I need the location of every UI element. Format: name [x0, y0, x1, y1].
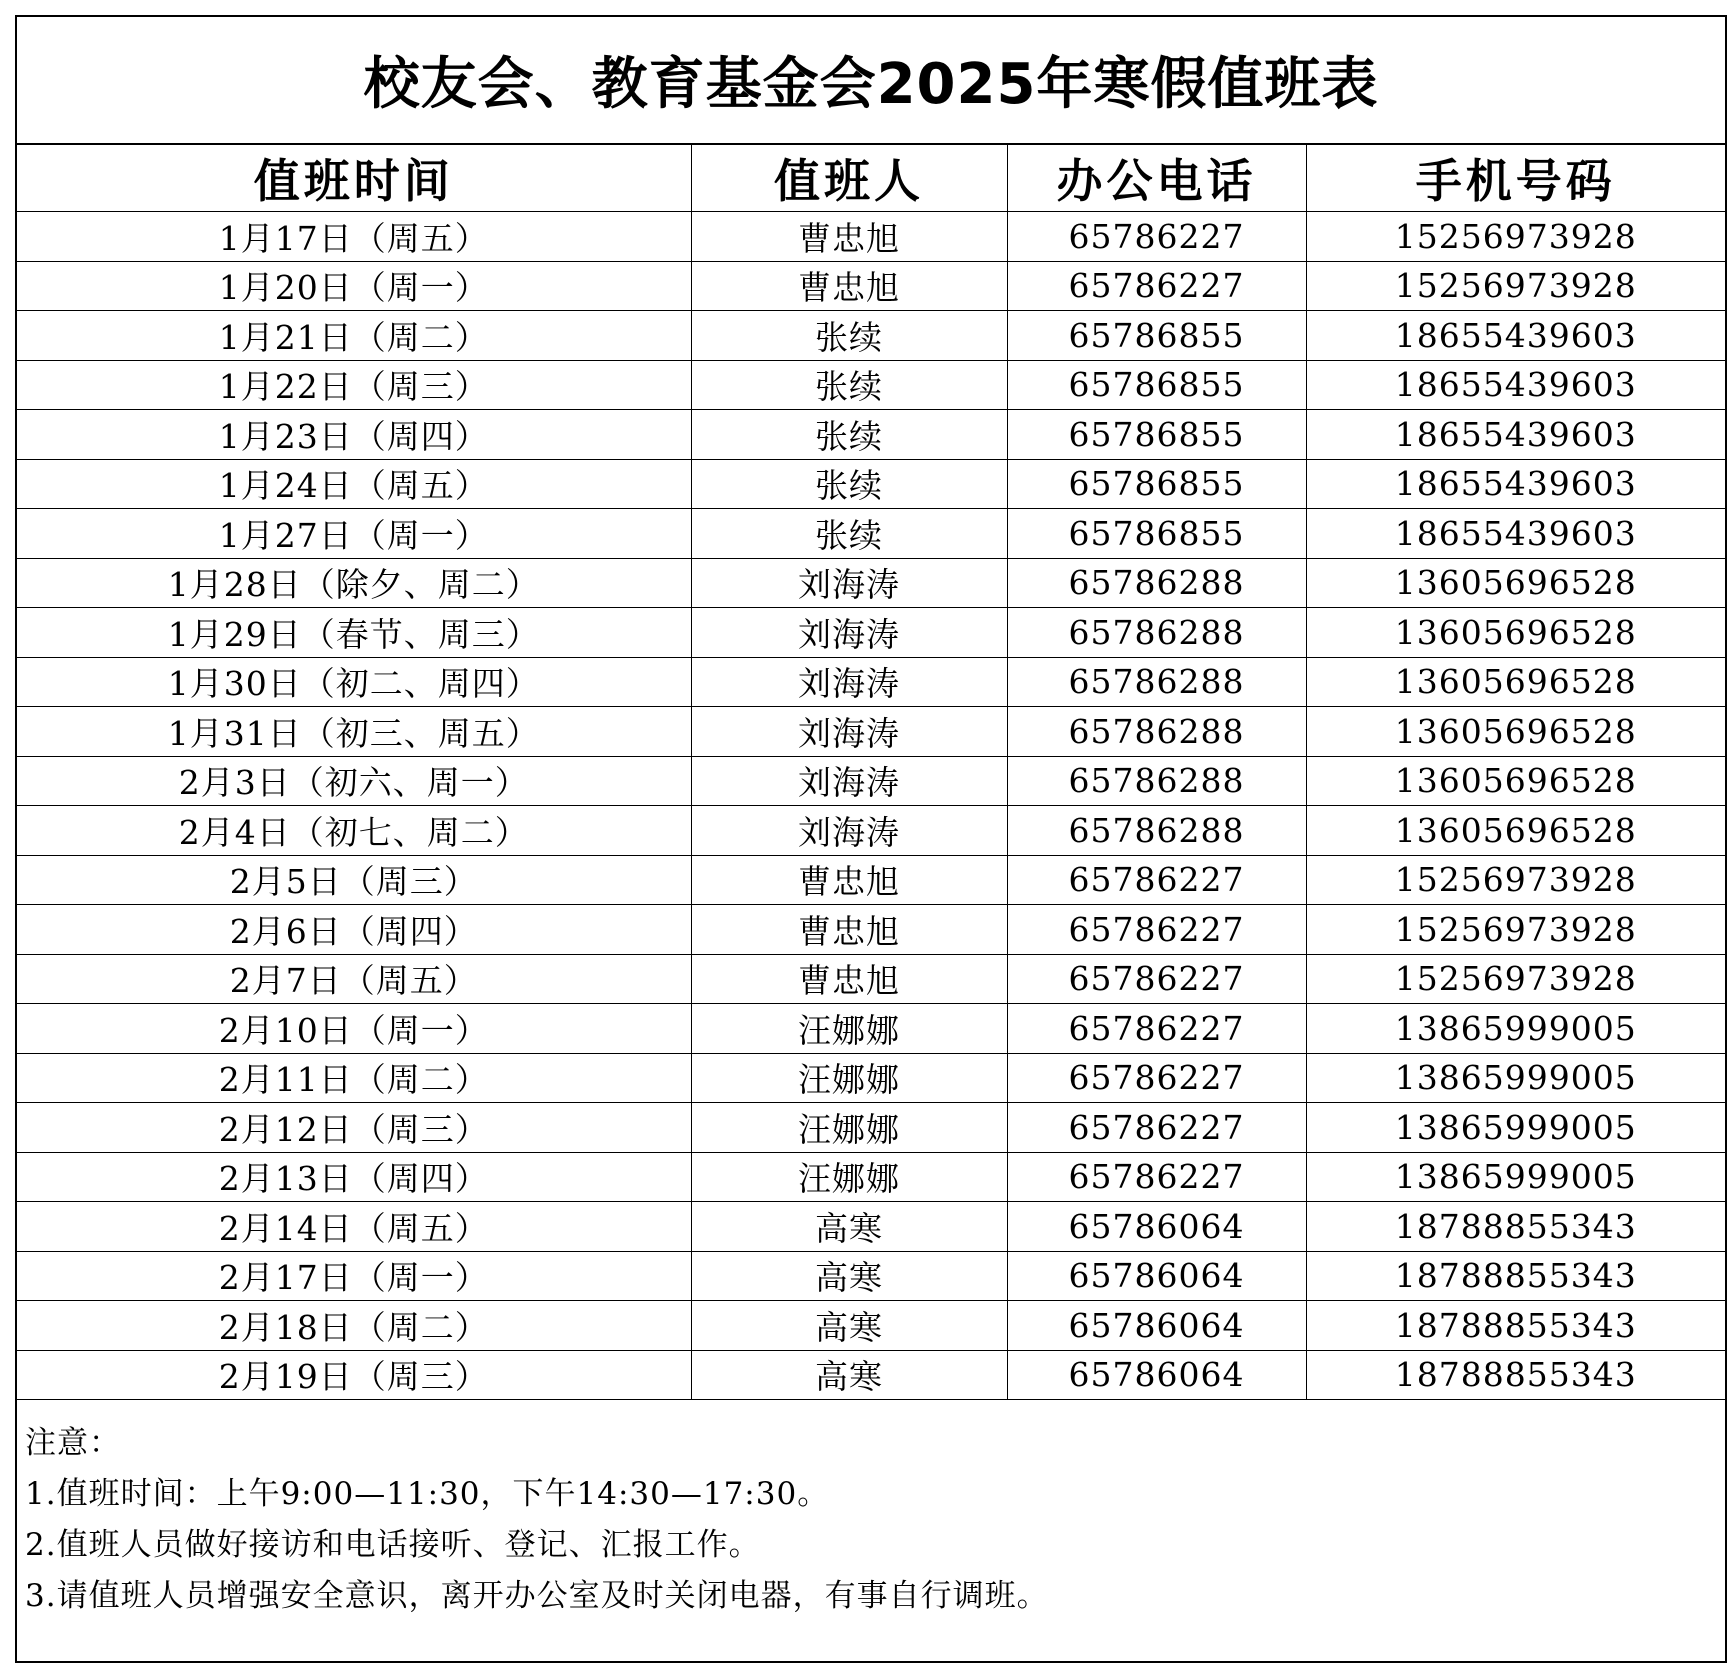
duty-date-cell: 2月10日（周一）: [17, 1004, 691, 1054]
header-duty-person: 值班人: [691, 145, 1007, 212]
office-phone-cell: 65786227: [1007, 1004, 1306, 1054]
duty-date-cell: 2月17日（周一）: [17, 1251, 691, 1301]
office-phone-cell: 65786288: [1007, 756, 1306, 806]
office-phone-cell: 65786288: [1007, 657, 1306, 707]
duty-person-cell: 汪娜娜: [691, 1004, 1007, 1054]
duty-person-cell: 高寒: [691, 1301, 1007, 1351]
office-phone-cell: 65786064: [1007, 1350, 1306, 1400]
duty-person-cell: 张续: [691, 311, 1007, 361]
duty-date-cell: 1月27日（周一）: [17, 509, 691, 559]
duty-date-cell: 1月29日（春节、周三）: [17, 608, 691, 658]
table-row: [17, 954, 1725, 1004]
duty-date-cell: 2月3日（初六、周一）: [17, 756, 691, 806]
office-phone-cell: 65786227: [1007, 212, 1306, 262]
mobile-number-cell: 13605696528: [1306, 806, 1725, 856]
duty-date-cell: 1月30日（初二、周四）: [17, 657, 691, 707]
mobile-number-cell: 13865999005: [1306, 1004, 1725, 1054]
duty-date-cell: 1月23日（周四）: [17, 410, 691, 460]
duty-date-cell: 2月18日（周二）: [17, 1301, 691, 1351]
mobile-number-cell: 18655439603: [1306, 459, 1725, 509]
mobile-number-cell: 18655439603: [1306, 311, 1725, 361]
office-phone-cell: 65786855: [1007, 509, 1306, 559]
table-row: [17, 1251, 1725, 1301]
table-row: [17, 509, 1725, 559]
office-phone-cell: 65786227: [1007, 954, 1306, 1004]
office-phone-cell: 65786288: [1007, 558, 1306, 608]
duty-person-cell: 高寒: [691, 1202, 1007, 1252]
table-row: [17, 855, 1725, 905]
duty-person-cell: 高寒: [691, 1251, 1007, 1301]
duty-date-cell: 1月24日（周五）: [17, 459, 691, 509]
office-phone-cell: 65786227: [1007, 905, 1306, 955]
table-row: [17, 1350, 1725, 1400]
office-phone-cell: 65786288: [1007, 806, 1306, 856]
duty-date-cell: 2月6日（周四）: [17, 905, 691, 955]
table-row: [17, 360, 1725, 410]
table-body: [17, 212, 1725, 1400]
mobile-number-cell: 13865999005: [1306, 1103, 1725, 1153]
table-row: [17, 410, 1725, 460]
table-row: [17, 1301, 1725, 1351]
header-office-phone: 办公电话: [1007, 145, 1306, 212]
duty-date-cell: 1月17日（周五）: [17, 212, 691, 262]
mobile-number-cell: 18655439603: [1306, 410, 1725, 460]
duty-person-cell: 曹忠旭: [691, 212, 1007, 262]
duty-person-cell: 汪娜娜: [691, 1053, 1007, 1103]
duty-date-cell: 2月11日（周二）: [17, 1053, 691, 1103]
mobile-number-cell: 13605696528: [1306, 608, 1725, 658]
table-row: [17, 707, 1725, 757]
mobile-number-cell: 18788855343: [1306, 1202, 1725, 1252]
duty-person-cell: 曹忠旭: [691, 905, 1007, 955]
duty-person-cell: 刘海涛: [691, 806, 1007, 856]
mobile-number-cell: 13865999005: [1306, 1152, 1725, 1202]
table-row: [17, 1053, 1725, 1103]
table-row: [17, 1004, 1725, 1054]
table-row: [17, 1202, 1725, 1252]
note-item: 3.请值班人员增强安全意识，离开办公室及时关闭电器，有事自行调班。: [25, 1578, 1049, 1614]
duty-date-cell: 2月12日（周三）: [17, 1103, 691, 1153]
duty-person-cell: 刘海涛: [691, 657, 1007, 707]
duty-schedule-sheet: [15, 15, 1727, 1663]
page-title: 校友会、教育基金会2025年寒假值班表: [17, 17, 1725, 145]
duty-date-cell: 2月7日（周五）: [17, 954, 691, 1004]
mobile-number-cell: 15256973928: [1306, 212, 1725, 262]
table-row: [17, 905, 1725, 955]
header-mobile-number: 手机号码: [1306, 145, 1725, 212]
office-phone-cell: 65786855: [1007, 311, 1306, 361]
duty-person-cell: 刘海涛: [691, 558, 1007, 608]
header-duty-time: 值班时间: [17, 145, 691, 212]
duty-person-cell: 曹忠旭: [691, 855, 1007, 905]
duty-person-cell: 汪娜娜: [691, 1152, 1007, 1202]
duty-date-cell: 2月5日（周三）: [17, 855, 691, 905]
mobile-number-cell: 13605696528: [1306, 707, 1725, 757]
table-row: [17, 1103, 1725, 1153]
office-phone-cell: 65786064: [1007, 1301, 1306, 1351]
office-phone-cell: 65786227: [1007, 1103, 1306, 1153]
duty-person-cell: 曹忠旭: [691, 954, 1007, 1004]
duty-person-cell: 张续: [691, 459, 1007, 509]
office-phone-cell: 65786227: [1007, 1152, 1306, 1202]
duty-date-cell: 1月31日（初三、周五）: [17, 707, 691, 757]
mobile-number-cell: 18655439603: [1306, 509, 1725, 559]
mobile-number-cell: 15256973928: [1306, 261, 1725, 311]
duty-person-cell: 曹忠旭: [691, 261, 1007, 311]
table-row: [17, 806, 1725, 856]
office-phone-cell: 65786064: [1007, 1202, 1306, 1252]
mobile-number-cell: 13605696528: [1306, 756, 1725, 806]
duty-person-cell: 汪娜娜: [691, 1103, 1007, 1153]
table-row: [17, 212, 1725, 262]
office-phone-cell: 65786064: [1007, 1251, 1306, 1301]
mobile-number-cell: 15256973928: [1306, 855, 1725, 905]
duty-person-cell: 刘海涛: [691, 608, 1007, 658]
table-row: [17, 756, 1725, 806]
mobile-number-cell: 13605696528: [1306, 558, 1725, 608]
table-row: [17, 657, 1725, 707]
table-header-row: [17, 145, 1725, 212]
mobile-number-cell: 18788855343: [1306, 1350, 1725, 1400]
table-row: [17, 608, 1725, 658]
duty-date-cell: 2月19日（周三）: [17, 1350, 691, 1400]
duty-person-cell: 张续: [691, 410, 1007, 460]
table-row: [17, 311, 1725, 361]
duty-person-cell: 刘海涛: [691, 707, 1007, 757]
mobile-number-cell: 18788855343: [1306, 1251, 1725, 1301]
duty-person-cell: 刘海涛: [691, 756, 1007, 806]
duty-date-cell: 1月21日（周二）: [17, 311, 691, 361]
table-row: [17, 1152, 1725, 1202]
table-row: [17, 558, 1725, 608]
duty-person-cell: 张续: [691, 360, 1007, 410]
notes-section: [17, 1400, 1725, 1622]
office-phone-cell: 65786855: [1007, 360, 1306, 410]
office-phone-cell: 65786227: [1007, 261, 1306, 311]
mobile-number-cell: 15256973928: [1306, 954, 1725, 1004]
mobile-number-cell: 13865999005: [1306, 1053, 1725, 1103]
duty-date-cell: 2月4日（初七、周二）: [17, 806, 691, 856]
duty-table: [17, 145, 1725, 1400]
duty-date-cell: 2月14日（周五）: [17, 1202, 691, 1252]
office-phone-cell: 65786288: [1007, 707, 1306, 757]
duty-person-cell: 张续: [691, 509, 1007, 559]
office-phone-cell: 65786227: [1007, 855, 1306, 905]
duty-person-cell: 高寒: [691, 1350, 1007, 1400]
mobile-number-cell: 18655439603: [1306, 360, 1725, 410]
note-item: 2.值班人员做好接访和电话接听、登记、汇报工作。: [25, 1527, 761, 1563]
table-row: [17, 261, 1725, 311]
office-phone-cell: 65786855: [1007, 410, 1306, 460]
notes-heading: 注意：: [25, 1425, 121, 1461]
note-item: 1.值班时间：上午9:00—11:30，下午14:30—17:30。: [25, 1476, 830, 1512]
office-phone-cell: 65786855: [1007, 459, 1306, 509]
office-phone-cell: 65786227: [1007, 1053, 1306, 1103]
mobile-number-cell: 15256973928: [1306, 905, 1725, 955]
duty-date-cell: 1月20日（周一）: [17, 261, 691, 311]
mobile-number-cell: 18788855343: [1306, 1301, 1725, 1351]
duty-date-cell: 1月22日（周三）: [17, 360, 691, 410]
office-phone-cell: 65786288: [1007, 608, 1306, 658]
duty-date-cell: 1月28日（除夕、周二）: [17, 558, 691, 608]
mobile-number-cell: 13605696528: [1306, 657, 1725, 707]
table-row: [17, 459, 1725, 509]
duty-date-cell: 2月13日（周四）: [17, 1152, 691, 1202]
